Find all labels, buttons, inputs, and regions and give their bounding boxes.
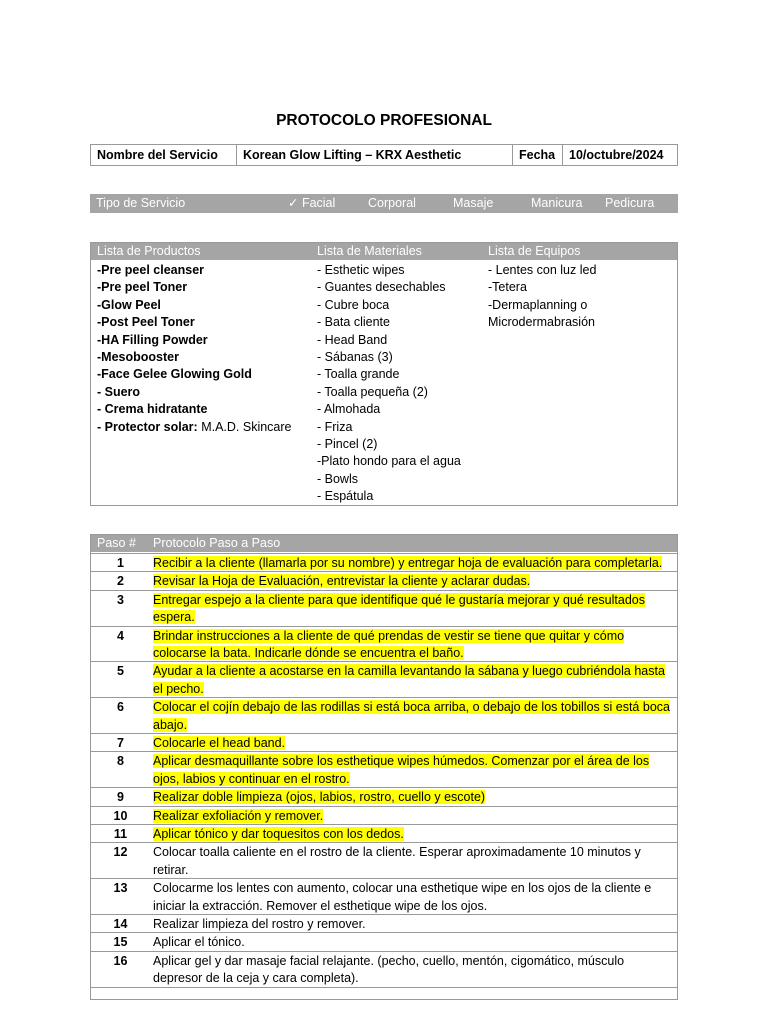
step-text	[153, 934, 673, 951]
step-text-line: Colocarme los lentes con aumento, colocar una esthetique wipe en los ojos de la cliente e	[153, 881, 652, 896]
protocol-row	[91, 842, 677, 878]
step-text	[153, 844, 673, 879]
step-number: 8	[117, 754, 124, 769]
step-text-line: abajo.	[153, 717, 188, 732]
product-item: -Mesobooster	[97, 350, 179, 365]
protocol-table	[90, 534, 678, 1000]
step-text-line: Aplicar gel y dar masaje facial relajante. (pecho, cuello, mentón, cigomático, músculo	[153, 953, 625, 968]
step-number: 15	[113, 935, 128, 950]
material-item: - Toalla grande	[317, 367, 400, 382]
step-text	[153, 628, 673, 663]
step-number: 14	[113, 917, 128, 931]
step-number: 10	[113, 808, 128, 823]
step-number: 11	[113, 827, 128, 841]
step-text-line: iniciar la extracción. Remover el esthetique wipe de los ojos.	[153, 898, 488, 913]
step-text-line: Colocarle el head band.	[153, 736, 286, 750]
equipment-item: -Tetera	[488, 280, 527, 295]
step-text-line: Colocar el cojín debajo de las rodillas si está boca arriba, o debajo de los tobillos si está boca	[153, 700, 670, 715]
material-item: -Plato hondo para el agua	[317, 454, 461, 469]
product-item: -HA Filling Powder	[97, 332, 208, 347]
service-info-table	[90, 144, 678, 166]
protocol-row	[91, 914, 677, 932]
material-item: - Esthetic wipes	[317, 263, 405, 277]
protocol-row	[91, 733, 677, 751]
step-number: 6	[117, 700, 124, 715]
service-type-label: Tipo de Servicio	[96, 196, 186, 210]
service-type-bar	[90, 194, 678, 213]
product-item: -Glow Peel	[97, 297, 161, 312]
protocol-row	[91, 824, 677, 842]
step-number: 9	[117, 790, 124, 805]
step-text-line: Aplicar el tónico.	[153, 935, 245, 950]
step-text	[153, 953, 673, 988]
step-text-line: depresor de la ceja y cara completa).	[153, 971, 359, 986]
step-text-line: Aplicar desmaquillante sobre los esthetique wipes húmedos. Comenzar por el área de los	[153, 754, 650, 769]
step-text-line: Aplicar tónico y dar toquesitos con los dedos.	[153, 827, 404, 841]
material-item: - Bata cliente	[317, 315, 390, 330]
product-item-sunscreen	[97, 419, 292, 436]
step-text	[153, 735, 673, 752]
equipment-header: Lista de Equipos	[488, 244, 581, 258]
material-item: - Toalla pequeña (2)	[317, 384, 428, 399]
step-text-line: Realizar exfoliación y remover.	[153, 808, 324, 823]
materials-header: Lista de Materiales	[317, 244, 422, 258]
products-list	[97, 262, 292, 436]
step-number-header: Paso #	[97, 536, 136, 550]
materials-list	[317, 262, 461, 506]
step-description-header: Protocolo Paso a Paso	[153, 536, 281, 550]
protocol-row	[91, 661, 677, 697]
step-text-line: el pecho.	[153, 681, 204, 696]
equipment-item: -Dermaplanning o	[488, 297, 588, 312]
material-item: - Espátula	[317, 489, 374, 504]
product-item: -Pre peel Toner	[97, 280, 188, 295]
step-number: 4	[117, 628, 124, 643]
service-type-masaje: Masaje	[453, 196, 494, 210]
lists-header	[91, 243, 677, 260]
date-label: Fecha	[513, 145, 563, 165]
protocol-row	[91, 806, 677, 824]
equipment-list	[488, 262, 596, 332]
product-item: - Suero	[97, 384, 141, 399]
step-number: 7	[117, 736, 124, 750]
lists-table	[90, 242, 678, 506]
step-text-line: ojos, labios y continuar en el rostro.	[153, 771, 350, 786]
sunscreen-label: - Protector solar:	[97, 419, 198, 434]
sunscreen-value: M.A.D. Skincare	[197, 419, 292, 434]
step-number: 13	[113, 881, 128, 896]
protocol-row	[91, 697, 677, 733]
step-text	[153, 826, 673, 843]
product-item: -Pre peel cleanser	[97, 263, 205, 277]
material-item: - Cubre boca	[317, 297, 390, 312]
step-text	[153, 916, 673, 933]
step-text-line: Revisar la Hoja de Evaluación, entrevistar la cliente y aclarar dudas.	[153, 574, 531, 589]
protocol-row	[91, 553, 677, 571]
equipment-item: - Lentes con luz led	[488, 263, 597, 277]
protocol-row	[91, 626, 677, 662]
service-type-facial: ✓ Facial	[288, 196, 336, 210]
material-item: - Almohada	[317, 402, 381, 417]
step-number: 12	[113, 845, 128, 860]
product-item: -Face Gelee Glowing Gold	[97, 367, 252, 382]
step-text-line: Colocar toalla caliente en el rostro de la cliente. Esperar aproximadamente 10 minutos y	[153, 845, 641, 860]
product-item: - Crema hidratante	[97, 402, 208, 417]
equipment-item: Microdermabrasión	[488, 315, 595, 330]
step-text	[153, 789, 673, 806]
service-name-label: Nombre del Servicio	[91, 145, 237, 165]
material-item: - Head Band	[317, 332, 388, 347]
protocol-row	[91, 787, 677, 805]
step-number: 1	[117, 556, 124, 570]
service-type-pedicura: Pedicura	[605, 196, 655, 210]
step-text	[153, 808, 673, 825]
step-text-line: Ayudar a la cliente a acostarse en la camilla levantando la sábana y luego cubriéndola hasta	[153, 664, 665, 679]
step-text-line: colocarse la bata. Indicarle dónde se encuentra el baño.	[153, 646, 464, 660]
step-text-line: Realizar doble limpieza (ojos, labios, rostro, cuello y escote)	[153, 790, 486, 805]
material-item: - Bowls	[317, 471, 358, 486]
service-type-manicura: Manicura	[531, 196, 583, 210]
step-number: 2	[117, 574, 124, 589]
step-text	[153, 555, 673, 572]
step-number: 16	[113, 953, 128, 968]
step-number: 5	[117, 664, 124, 679]
step-text	[153, 753, 673, 788]
protocol-row	[91, 590, 677, 626]
protocol-row	[91, 932, 677, 950]
protocol-header	[91, 535, 677, 552]
step-text-line: Entregar espejo a la cliente para que identifique qué le gustaría mejorar y qué resultados	[153, 592, 645, 607]
protocol-row	[91, 878, 677, 914]
step-number: 3	[117, 592, 124, 607]
step-text-line: retirar.	[153, 862, 189, 877]
material-item: - Guantes desechables	[317, 280, 446, 295]
protocol-row	[91, 751, 677, 787]
step-text	[153, 573, 673, 590]
protocol-row	[91, 571, 677, 589]
date-value: 10/octubre/2024	[569, 148, 664, 162]
step-text-line: Brindar instrucciones a la cliente de qué prendas de vestir se tiene que quitar y cómo	[153, 628, 625, 643]
material-item: - Friza	[317, 419, 353, 434]
page-title: PROTOCOLO PROFESIONAL	[276, 112, 492, 129]
material-item: - Pincel (2)	[317, 437, 378, 452]
service-name-value: Korean Glow Lifting – KRX Aesthetic	[237, 145, 513, 165]
step-text	[153, 699, 673, 734]
material-item: - Sábanas (3)	[317, 350, 393, 365]
products-header: Lista de Productos	[97, 244, 201, 258]
protocol-row	[91, 951, 677, 987]
step-text	[153, 592, 673, 627]
protocol-row-empty	[91, 987, 677, 1005]
step-text-line: espera.	[153, 610, 195, 625]
product-item: -Post Peel Toner	[97, 315, 195, 330]
step-text-line: Realizar limpieza del rostro y remover.	[153, 917, 366, 931]
step-text-line: Recibir a la cliente (llamarla por su nombre) y entregar hoja de evaluación para completarla.	[153, 556, 663, 570]
service-type-corporal: Corporal	[368, 196, 416, 210]
step-text	[153, 880, 673, 915]
step-text	[153, 663, 673, 698]
